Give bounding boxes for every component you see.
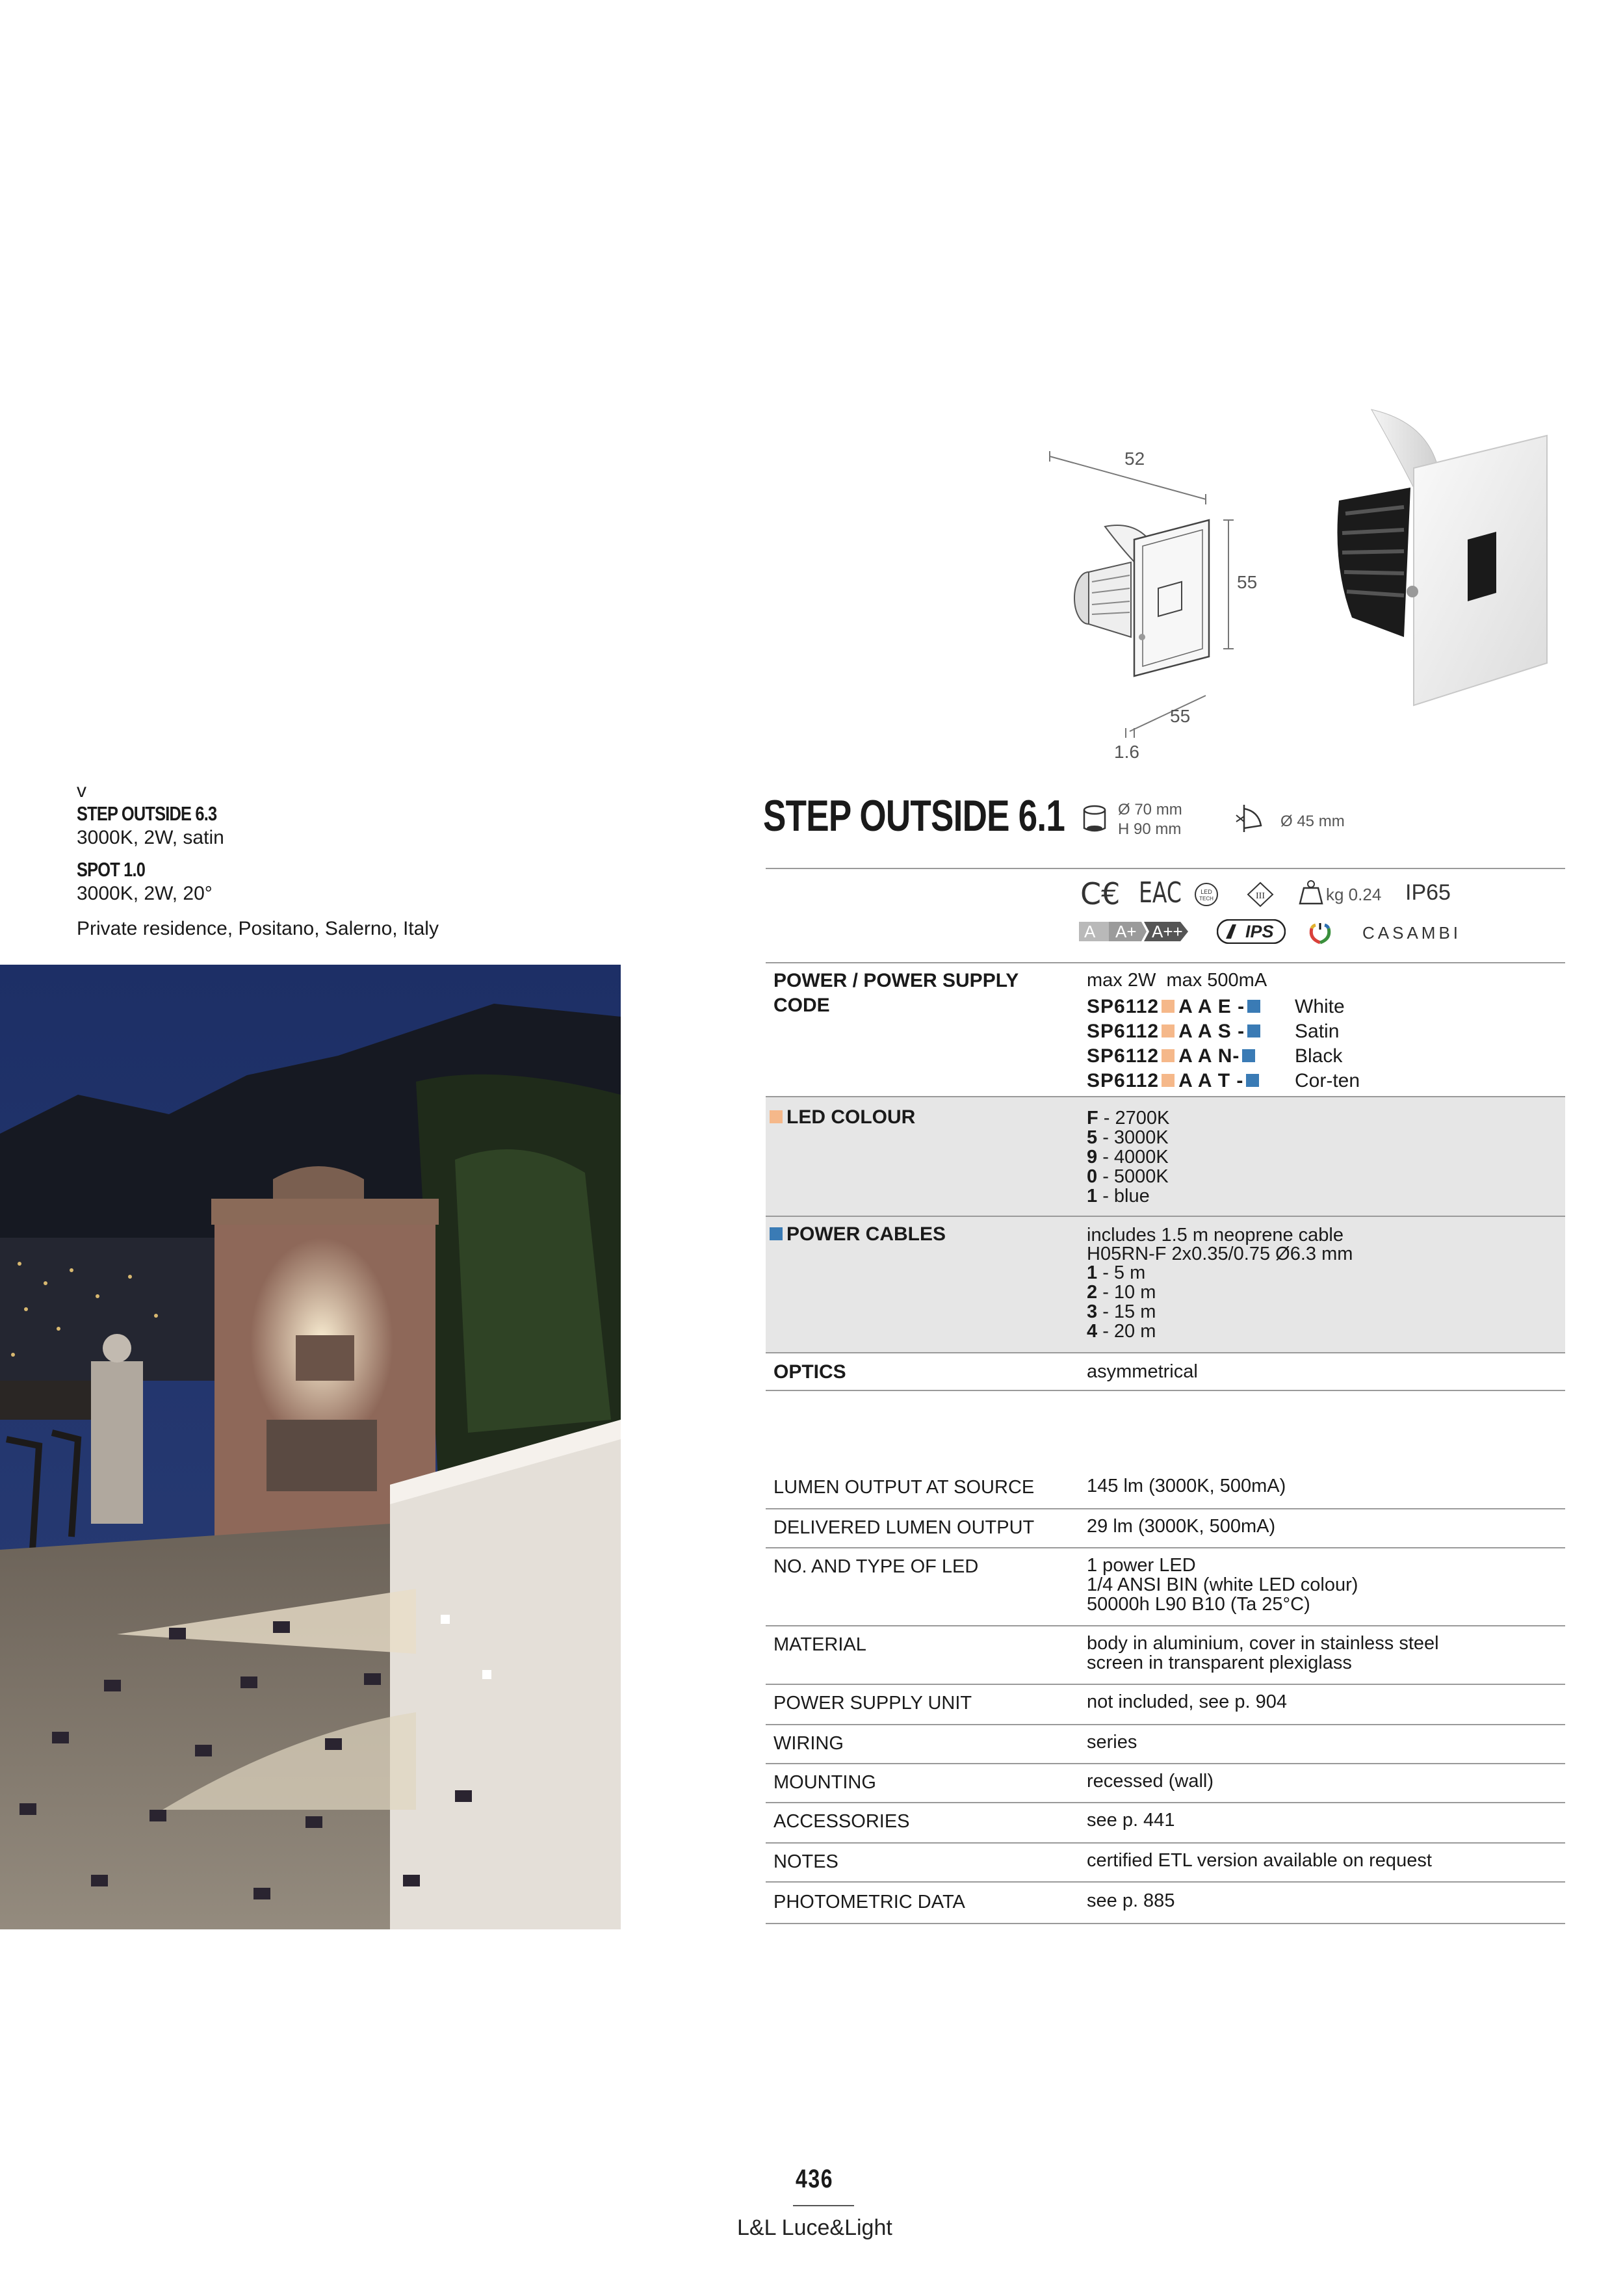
detail-divider xyxy=(766,1923,1565,1924)
led-colour-code: 5 xyxy=(1087,1127,1098,1148)
cable-length: - 5 m xyxy=(1097,1262,1146,1283)
svg-text:LED: LED xyxy=(1201,889,1212,895)
rgb-dial-icon xyxy=(1306,919,1334,945)
led-colour-code: 0 xyxy=(1087,1166,1098,1187)
cutout-icon xyxy=(1232,802,1265,835)
dim-height: 55 xyxy=(1237,572,1258,592)
dim-depth: 55 xyxy=(1170,706,1191,726)
power-label-1: POWER / POWER SUPPLY xyxy=(773,970,1019,991)
code-base: SP6112 xyxy=(1087,1070,1160,1091)
cable-length-item xyxy=(1087,1303,1156,1322)
code-suffix: A A N- xyxy=(1178,1045,1240,1067)
detail-label: ACCESSORIES xyxy=(773,1811,910,1832)
dim-thickness: 1.6 xyxy=(1114,742,1139,762)
detail-label: PHOTOMETRIC DATA xyxy=(773,1892,965,1912)
technical-drawing xyxy=(1014,442,1287,774)
detail-divider xyxy=(766,1547,1565,1548)
code-row xyxy=(1087,1021,1264,1043)
detail-value: series xyxy=(1087,1732,1137,1753)
led-colour-code: 9 xyxy=(1087,1147,1098,1168)
svg-text:III: III xyxy=(1256,891,1265,901)
cable-length-item xyxy=(1087,1264,1145,1283)
energy-label-aplusplus: A++ xyxy=(1152,922,1183,941)
orange-square-icon xyxy=(1162,1000,1175,1013)
detail-label: DELIVERED LUMEN OUTPUT xyxy=(773,1517,1035,1538)
eac-icon: EAC xyxy=(1139,876,1182,909)
led-colour-code: F xyxy=(1087,1108,1098,1128)
detail-value: recessed (wall) xyxy=(1087,1771,1214,1792)
caption-arrow: v xyxy=(77,780,86,802)
blue-square-icon xyxy=(770,1227,783,1240)
housing-height: H 90 mm xyxy=(1118,820,1182,838)
ce-icon: C€ xyxy=(1080,876,1121,911)
caption-item1-text: 3000K, 2W, satin xyxy=(77,827,224,848)
detail-divider xyxy=(766,1684,1565,1685)
cable-length-item xyxy=(1087,1322,1156,1341)
detail-divider xyxy=(766,1842,1565,1844)
led-colour-value: - blue xyxy=(1097,1186,1150,1207)
energy-label-aplus: A+ xyxy=(1115,922,1137,941)
orange-square-icon xyxy=(1162,1049,1175,1062)
detail-value: 1/4 ANSI BIN (white LED colour) xyxy=(1087,1574,1358,1595)
orange-square-icon xyxy=(770,1110,783,1123)
code-finish: Black xyxy=(1295,1045,1343,1067)
divider-title xyxy=(766,868,1565,869)
blue-square-icon xyxy=(1242,1049,1255,1062)
ip-rating: IP65 xyxy=(1405,880,1451,905)
detail-value: certified ETL version available on request xyxy=(1087,1850,1432,1871)
led-colour-item xyxy=(1087,1128,1169,1147)
cable-code: 3 xyxy=(1087,1301,1098,1322)
orange-square-icon xyxy=(1162,1024,1175,1037)
detail-divider xyxy=(766,1763,1565,1764)
detail-divider xyxy=(766,1508,1565,1509)
led-colour-item xyxy=(1087,1168,1169,1186)
blue-square-icon xyxy=(1246,1074,1259,1087)
detail-value: body in aluminium, cover in stainless steel xyxy=(1087,1633,1439,1654)
detail-value: screen in transparent plexiglass xyxy=(1087,1652,1352,1673)
cutout-diameter: Ø 45 mm xyxy=(1280,813,1345,830)
code-finish: Satin xyxy=(1295,1021,1340,1042)
code-finish: Cor-ten xyxy=(1295,1070,1360,1091)
led-colour-value: - 5000K xyxy=(1097,1166,1169,1187)
caption-item1-title: STEP OUTSIDE 6.3 xyxy=(77,802,217,825)
product-title: STEP OUTSIDE 6.1 xyxy=(763,791,1065,841)
cable-code: 1 xyxy=(1087,1262,1098,1283)
detail-divider xyxy=(766,1724,1565,1725)
weight-value: kg 0.24 xyxy=(1326,885,1382,904)
housing-diameter: Ø 70 mm xyxy=(1118,801,1182,818)
code-suffix: A A T - xyxy=(1178,1070,1244,1091)
caption-location: Private residence, Positano, Salerno, Italy xyxy=(77,918,439,939)
led-colour-value: - 3000K xyxy=(1097,1127,1169,1148)
footer-divider xyxy=(793,2205,854,2206)
code-base: SP6112 xyxy=(1087,1021,1160,1042)
detail-label: MOUNTING xyxy=(773,1772,876,1793)
terrace-photo xyxy=(0,965,621,1929)
power-cables-label: POWER CABLES xyxy=(767,1223,946,1246)
detail-divider xyxy=(766,1802,1565,1803)
detail-value: 50000h L90 B10 (Ta 25°C) xyxy=(1087,1594,1310,1615)
detail-label: POWER SUPPLY UNIT xyxy=(773,1693,972,1714)
dim-width: 52 xyxy=(1124,449,1145,469)
caption-item2-title: SPOT 1.0 xyxy=(77,858,146,881)
cables-line-1: includes 1.5 m neoprene cable xyxy=(1087,1225,1344,1246)
code-finish: White xyxy=(1295,996,1345,1017)
cable-length-item xyxy=(1087,1283,1156,1302)
led-colour-item xyxy=(1087,1148,1169,1167)
ips-label: IPS xyxy=(1245,922,1274,941)
power-label-2: CODE xyxy=(773,995,830,1016)
casambi-logo: CASAMBI xyxy=(1362,923,1462,943)
detail-label: NO. AND TYPE OF LED xyxy=(773,1556,979,1577)
code-suffix: A A S - xyxy=(1178,1021,1245,1042)
detail-divider xyxy=(766,1625,1565,1626)
optics-label: OPTICS xyxy=(773,1361,846,1383)
power-value: max 2W max 500mA xyxy=(1087,970,1267,991)
detail-label: MATERIAL xyxy=(773,1634,866,1655)
code-row xyxy=(1087,1045,1259,1067)
led-colour-item xyxy=(1087,1109,1169,1128)
code-row xyxy=(1087,996,1264,1018)
detail-label: NOTES xyxy=(773,1851,838,1872)
detail-value: 145 lm (3000K, 500mA) xyxy=(1087,1476,1286,1496)
detail-divider xyxy=(766,1881,1565,1883)
weight-icon xyxy=(1297,879,1325,906)
blue-square-icon xyxy=(1247,1024,1260,1037)
cable-code: 4 xyxy=(1087,1321,1098,1342)
led-colour-item xyxy=(1087,1187,1150,1206)
energy-label-a: A xyxy=(1084,922,1096,941)
cables-line-2: H05RN-F 2x0.35/0.75 Ø6.3 mm xyxy=(1087,1244,1353,1264)
caption-item2-text: 3000K, 2W, 20° xyxy=(77,883,213,904)
orange-square-icon xyxy=(1162,1074,1175,1087)
optics-value: asymmetrical xyxy=(1087,1361,1198,1382)
page-number: 436 xyxy=(796,2165,834,2193)
detail-value: see p. 885 xyxy=(1087,1890,1175,1911)
housing-icon xyxy=(1082,805,1108,835)
blue-square-icon xyxy=(1247,1000,1260,1013)
code-base: SP6112 xyxy=(1087,1045,1160,1067)
cable-length: - 20 m xyxy=(1097,1321,1156,1342)
code-row xyxy=(1087,1070,1263,1092)
cable-code: 2 xyxy=(1087,1282,1098,1303)
divider-optics xyxy=(766,1390,1565,1391)
detail-value: see p. 441 xyxy=(1087,1810,1175,1831)
detail-value: 1 power LED xyxy=(1087,1555,1196,1576)
svg-text:TECH: TECH xyxy=(1199,896,1214,902)
led-colour-label: LED COLOUR xyxy=(767,1106,915,1128)
code-base: SP6112 xyxy=(1087,996,1160,1017)
class-iii-icon xyxy=(1247,881,1274,907)
detail-label: WIRING xyxy=(773,1733,844,1754)
code-suffix: A A E - xyxy=(1178,996,1245,1017)
led-colour-value: - 4000K xyxy=(1097,1147,1169,1168)
divider-specs-top xyxy=(766,962,1565,963)
detail-value: 29 lm (3000K, 500mA) xyxy=(1087,1516,1276,1537)
footer-brand: L&L Luce&Light xyxy=(737,2215,892,2240)
led-tech-icon xyxy=(1193,881,1219,907)
cable-length: - 10 m xyxy=(1097,1282,1156,1303)
detail-value: not included, see p. 904 xyxy=(1087,1691,1287,1712)
detail-label: LUMEN OUTPUT AT SOURCE xyxy=(773,1477,1035,1498)
product-render xyxy=(1326,403,1560,722)
led-colour-value: - 2700K xyxy=(1098,1108,1170,1128)
cable-length: - 15 m xyxy=(1097,1301,1156,1322)
divider-cables xyxy=(766,1352,1565,1353)
led-colour-code: 1 xyxy=(1087,1186,1098,1207)
